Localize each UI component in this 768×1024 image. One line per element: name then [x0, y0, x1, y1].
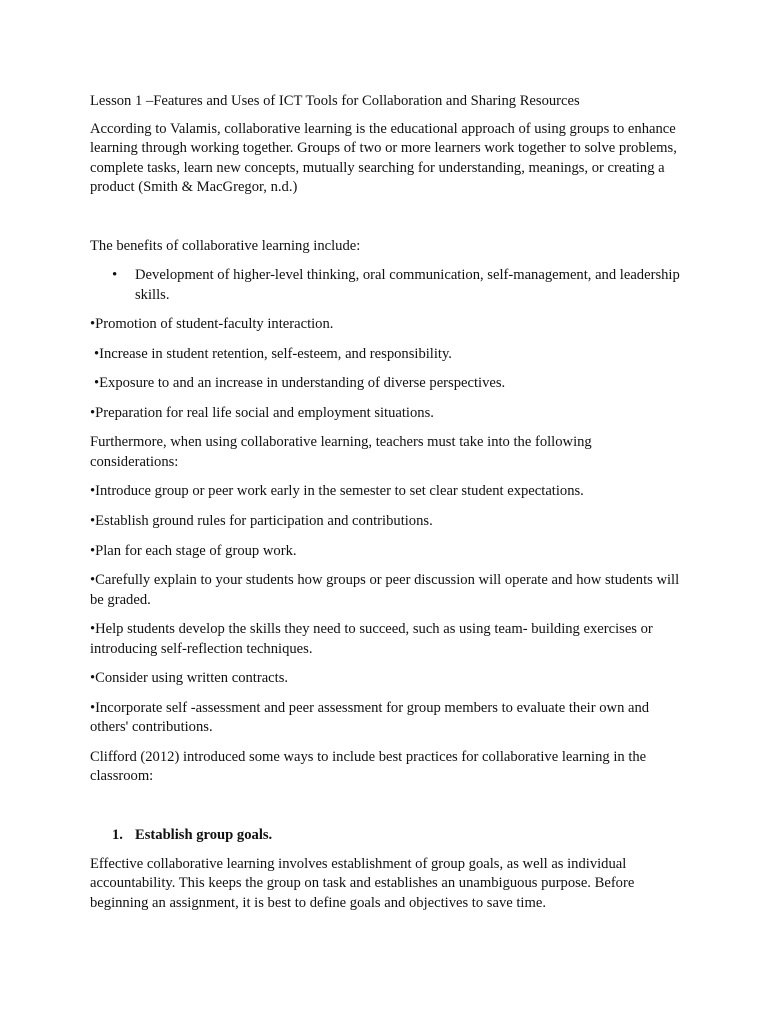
- benefit-item-2: •Promotion of student-faculty interaction.: [90, 315, 334, 332]
- clifford-intro: Clifford (2012) introduced some ways to include best practices for collaborative learning in the classroom:: [90, 748, 647, 785]
- benefits-intro: The benefits of collaborative learning include:: [90, 237, 361, 254]
- section-number: 1.: [112, 826, 123, 843]
- consideration-item-1: •Introduce group or peer work early in the semester to set clear student expectations.: [90, 483, 584, 500]
- section-heading: [90, 826, 680, 845]
- consideration-item-6: •Consider using written contracts.: [90, 670, 289, 687]
- benefit-item-3: •Increase in student retention, self-esteem, and responsibility.: [94, 345, 452, 362]
- benefit-item-4: •Exposure to and an increase in understanding of diverse perspectives.: [94, 375, 506, 392]
- benefit-item-5: •Preparation for real life social and employment situations.: [90, 404, 434, 421]
- intro-paragraph: According to Valamis, collaborative learning is the educational approach of using groups to enhance learning through working together. Groups of two or more learners work together to solve problems, complete tasks, learn new concepts, mutually searching for understanding, meanings, or creating a product (Smith & MacGregor, n.d.): [90, 120, 677, 196]
- benefits-list: [90, 266, 680, 305]
- lesson-title: Lesson 1 –Features and Uses of ICT Tools for Collaboration and Sharing Resources: [90, 93, 580, 109]
- consideration-item-7: •Incorporate self -assessment and peer assessment for group members to evaluate their own and others' contributions.: [90, 699, 650, 736]
- benefit-item-text: Development of higher-level thinking, oral communication, self-management, and leadership skills.: [135, 267, 680, 303]
- benefit-item-1: [90, 266, 680, 305]
- considerations-intro: Furthermore, when using collaborative learning, teachers must take into the following considerations:: [90, 434, 592, 470]
- consideration-item-4: •Carefully explain to your students how groups or peer discussion will operate and how students will be graded.: [90, 572, 680, 608]
- section-body: Effective collaborative learning involves establishment of group goals, as well as individual accountability. This keeps the group on task and establishes an unambiguous purpose. Before beginning an assignment, it is best to define goals and objectives to save time.: [90, 855, 635, 911]
- document-page: [90, 92, 680, 923]
- consideration-item-3: •Plan for each stage of group work.: [90, 542, 297, 559]
- consideration-item-5: •Help students develop the skills they need to succeed, such as using team- building exercises or introducing self-reflection techniques.: [90, 621, 653, 657]
- bullet-icon: •: [112, 267, 118, 284]
- section-heading-text: Establish group goals.: [135, 826, 273, 843]
- consideration-item-2: •Establish ground rules for participation and contributions.: [90, 512, 433, 529]
